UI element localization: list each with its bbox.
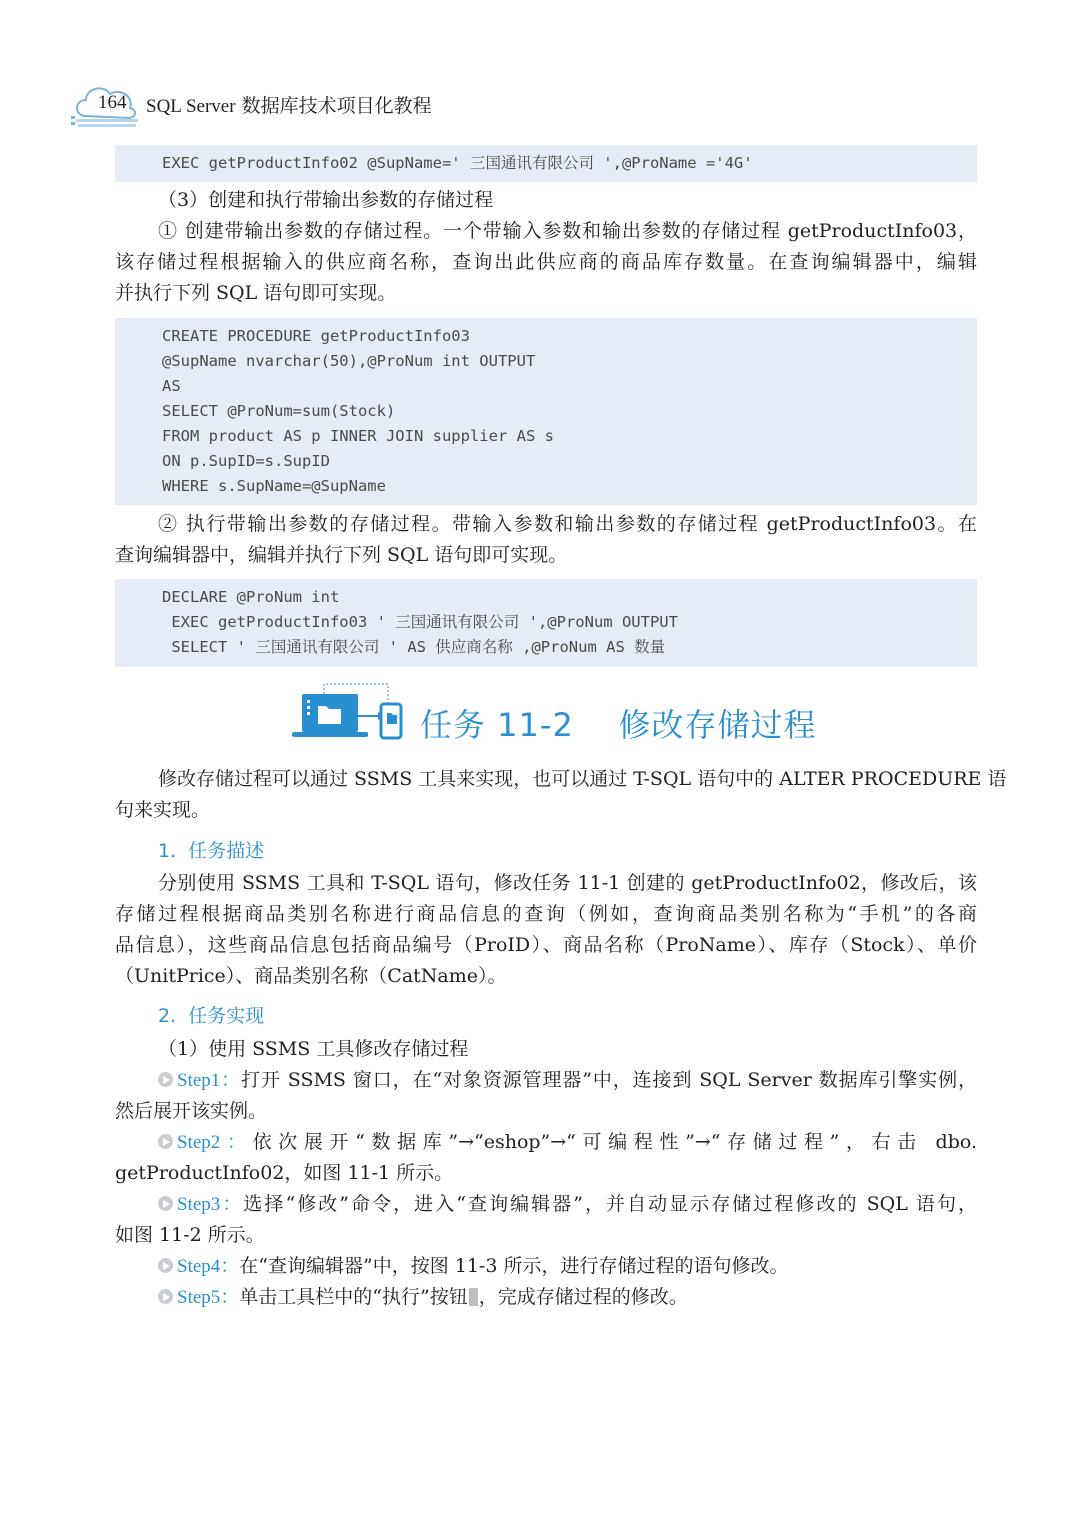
- step-text: 依次展开“数据库”→“eshop”→“可编程性”→“存储过程”，右击 dbo.: [252, 1131, 978, 1153]
- step-label: Step2：: [177, 1132, 253, 1153]
- code-block-exec-02: [115, 145, 977, 182]
- section-2-heading: 2. 任务实现: [158, 1005, 265, 1027]
- code-line: ON p.SupID=s.SupID: [162, 452, 330, 470]
- sub-heading: （1）使用 SSMS 工具修改存储过程: [158, 1038, 469, 1060]
- step-text: getProductInfo02，如图 11-1 所示。: [115, 1162, 454, 1184]
- paragraph-line: 并执行下列 SQL 语句即可实现。: [115, 282, 397, 304]
- code-line: EXEC getProductInfo03 ' 三国通讯有限公司 ',@ProNum OUTPUT: [162, 613, 678, 631]
- paragraph-line: 存储过程根据商品类别名称进行商品信息的查询（例如，查询商品类别名称为“手机”的各商: [115, 903, 977, 925]
- step-text: 在“查询编辑器”中，按图 11-3 所示，进行存储过程的语句修改。: [239, 1255, 789, 1277]
- book-title-en: SQL Server: [146, 96, 236, 117]
- section-1-heading: 1. 任务描述: [158, 840, 265, 862]
- code-line: SELECT ' 三国通讯有限公司 ' AS 供应商名称 ,@ProNum AS 数量: [162, 638, 666, 656]
- code-line: DECLARE @ProNum int: [162, 588, 340, 606]
- section-3-block: [115, 185, 977, 309]
- step-3-line: [115, 1189, 977, 1220]
- step-label: Step3：: [177, 1194, 244, 1215]
- code-line: FROM product AS p INNER JOIN supplier AS s: [162, 427, 554, 445]
- book-title: [146, 91, 432, 118]
- play-circle-icon: [158, 1289, 173, 1304]
- code-block-declare-exec: [115, 579, 977, 667]
- paragraph-line: 品信息），这些商品信息包括商品编号（ProID）、商品名称（ProName）、库存（Stock）、单价: [115, 934, 977, 956]
- task-implementation: [115, 1034, 977, 1313]
- task-intro: [115, 764, 1007, 826]
- exec-procedure-paragraph: [115, 509, 977, 571]
- step-1-line: [115, 1065, 977, 1096]
- step-2-line: [115, 1127, 977, 1158]
- step-text: 然后展开该实例。: [115, 1100, 268, 1122]
- step-4-line: [115, 1251, 977, 1282]
- task-title: 任务 11-2 修改存储过程: [420, 706, 817, 744]
- paragraph-line: 修改存储过程可以通过 SSMS 工具来实现，也可以通过 T-SQL 语句中的 ALTER PROCEDURE 语: [158, 768, 1007, 790]
- step-text: 如图 11-2 所示。: [115, 1224, 265, 1246]
- code-block-create-procedure: [115, 318, 977, 505]
- page-number: 164: [98, 92, 127, 113]
- play-circle-icon: [158, 1258, 173, 1273]
- execute-button-icon: [469, 1288, 478, 1306]
- code-line: @SupName nvarchar(50),@ProNum int OUTPUT: [162, 352, 536, 370]
- step-text: 单击工具栏中的“执行”按钮: [239, 1286, 468, 1308]
- code-line: EXEC getProductInfo02 @SupName=' 三国通讯有限公司 ',@ProName ='4G': [162, 154, 753, 172]
- step-text: 打开 SSMS 窗口，在“对象资源管理器”中，连接到 SQL Server 数据库引擎实例，: [241, 1069, 977, 1091]
- running-header: [70, 80, 570, 130]
- play-circle-icon: [158, 1196, 173, 1211]
- code-line: AS: [162, 377, 181, 395]
- paragraph-line: （UnitPrice）、商品类别名称（CatName）。: [115, 965, 507, 987]
- book-title-zh: 数据库技术项目化教程: [241, 95, 432, 117]
- paragraph-line: 分别使用 SSMS 工具和 T-SQL 语句，修改任务 11-1 创建的 getProductInfo02，修改后，该: [158, 872, 977, 894]
- code-line: WHERE s.SupName=@SupName: [162, 477, 386, 495]
- code-line: CREATE PROCEDURE getProductInfo03: [162, 327, 470, 345]
- task-banner: [288, 680, 848, 750]
- play-circle-icon: [158, 1134, 173, 1149]
- step-label: Step5：: [177, 1287, 240, 1308]
- step-text: ，完成存储过程的修改。: [478, 1286, 688, 1308]
- paragraph-line: 查询编辑器中，编辑并执行下列 SQL 语句即可实现。: [115, 544, 568, 566]
- step-label: Step4：: [177, 1256, 240, 1277]
- task-description: [115, 868, 977, 992]
- paragraph-line: 句来实现。: [115, 799, 211, 821]
- paragraph-line: ② 执行带输出参数的存储过程。带输入参数和输出参数的存储过程 getProductInfo03。在: [158, 513, 977, 535]
- paragraph-line: 该存储过程根据输入的供应商名称，查询出此供应商的商品库存数量。在查询编辑器中，编辑: [115, 251, 977, 273]
- paragraph-line: ① 创建带输出参数的存储过程。一个带输入参数和输出参数的存储过程 getProductInfo03，: [158, 220, 977, 242]
- step-label: Step1：: [177, 1070, 242, 1091]
- code-line: SELECT @ProNum=sum(Stock): [162, 402, 396, 420]
- play-circle-icon: [158, 1072, 173, 1087]
- section-3-heading: （3）创建和执行带输出参数的存储过程: [158, 189, 494, 211]
- step-text: 选择“修改”命令，进入“查询编辑器”，并自动显示存储过程修改的 SQL 语句，: [243, 1193, 977, 1215]
- laptop-phone-transfer-icon: [288, 680, 408, 744]
- step-5-line: [115, 1282, 977, 1313]
